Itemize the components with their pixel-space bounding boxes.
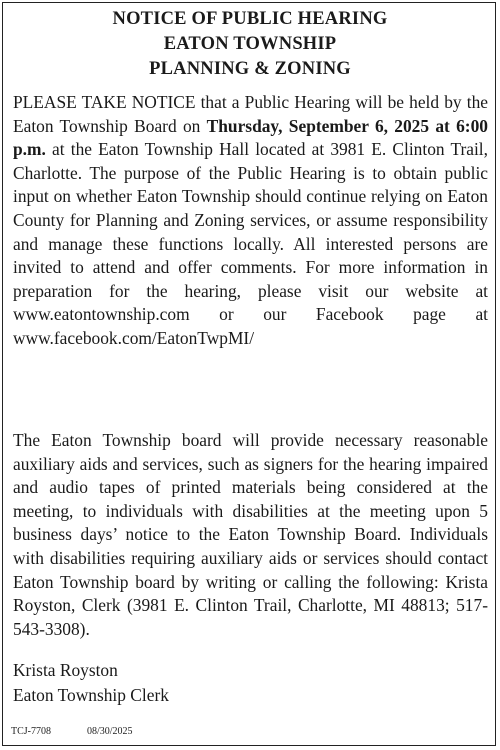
hearing-body-text: at the Eaton Township Hall located at 3981 E. Clinton Trail, Charlotte. The purpose of the Public Hearing is to obtain public input on whether Eaton Township should continue relying on Eaton County for Planning and Zoning services, or assume responsibility and manage these functions locally. All interested persons are invited to attend and offer comments. For more information in preparation for the hearing, please visit our website at www.eatontownship.com or our Facebook page at www.facebook.com/EatonTwpMI/ bbox=[13, 139, 488, 348]
accessibility-paragraph: The Eaton Township board will provide necessary reasonable auxiliary aids and services, such as signers for the hearing impaired and audio tapes of printed materials being considered at the meeting, to individuals with disabilities at the meeting upon 5 business days’ notice to the Eaton Township Board. Individuals with disabilities requiring auxiliary aids or services should contact Eaton Township board by writing or calling the following: Krista Royston, Clerk (3981 E. Clinton Trail, Charlotte, MI 48813; 517-543-3308). bbox=[13, 430, 488, 639]
notice-title: NOTICE OF PUBLIC HEARING bbox=[112, 9, 388, 29]
signature-name: Krista Royston bbox=[13, 660, 118, 680]
footer-code: TCJ-7708 bbox=[11, 726, 51, 737]
hearing-intro-text: PLEASE TAKE NOTICE that a Public Hearing will be held by the Eaton Township Board on bbox=[13, 92, 488, 136]
township-heading: EATON TOWNSHIP bbox=[163, 34, 337, 54]
signature-title: Eaton Township Clerk bbox=[13, 685, 169, 705]
hearing-date-text: Thursday, September 6, 2025 at 6:00 p.m. bbox=[13, 115, 488, 160]
hearing-details-paragraph bbox=[13, 91, 488, 351]
department-heading: PLANNING & ZONING bbox=[149, 59, 351, 79]
footer-date: 08/30/2025 bbox=[87, 726, 133, 737]
